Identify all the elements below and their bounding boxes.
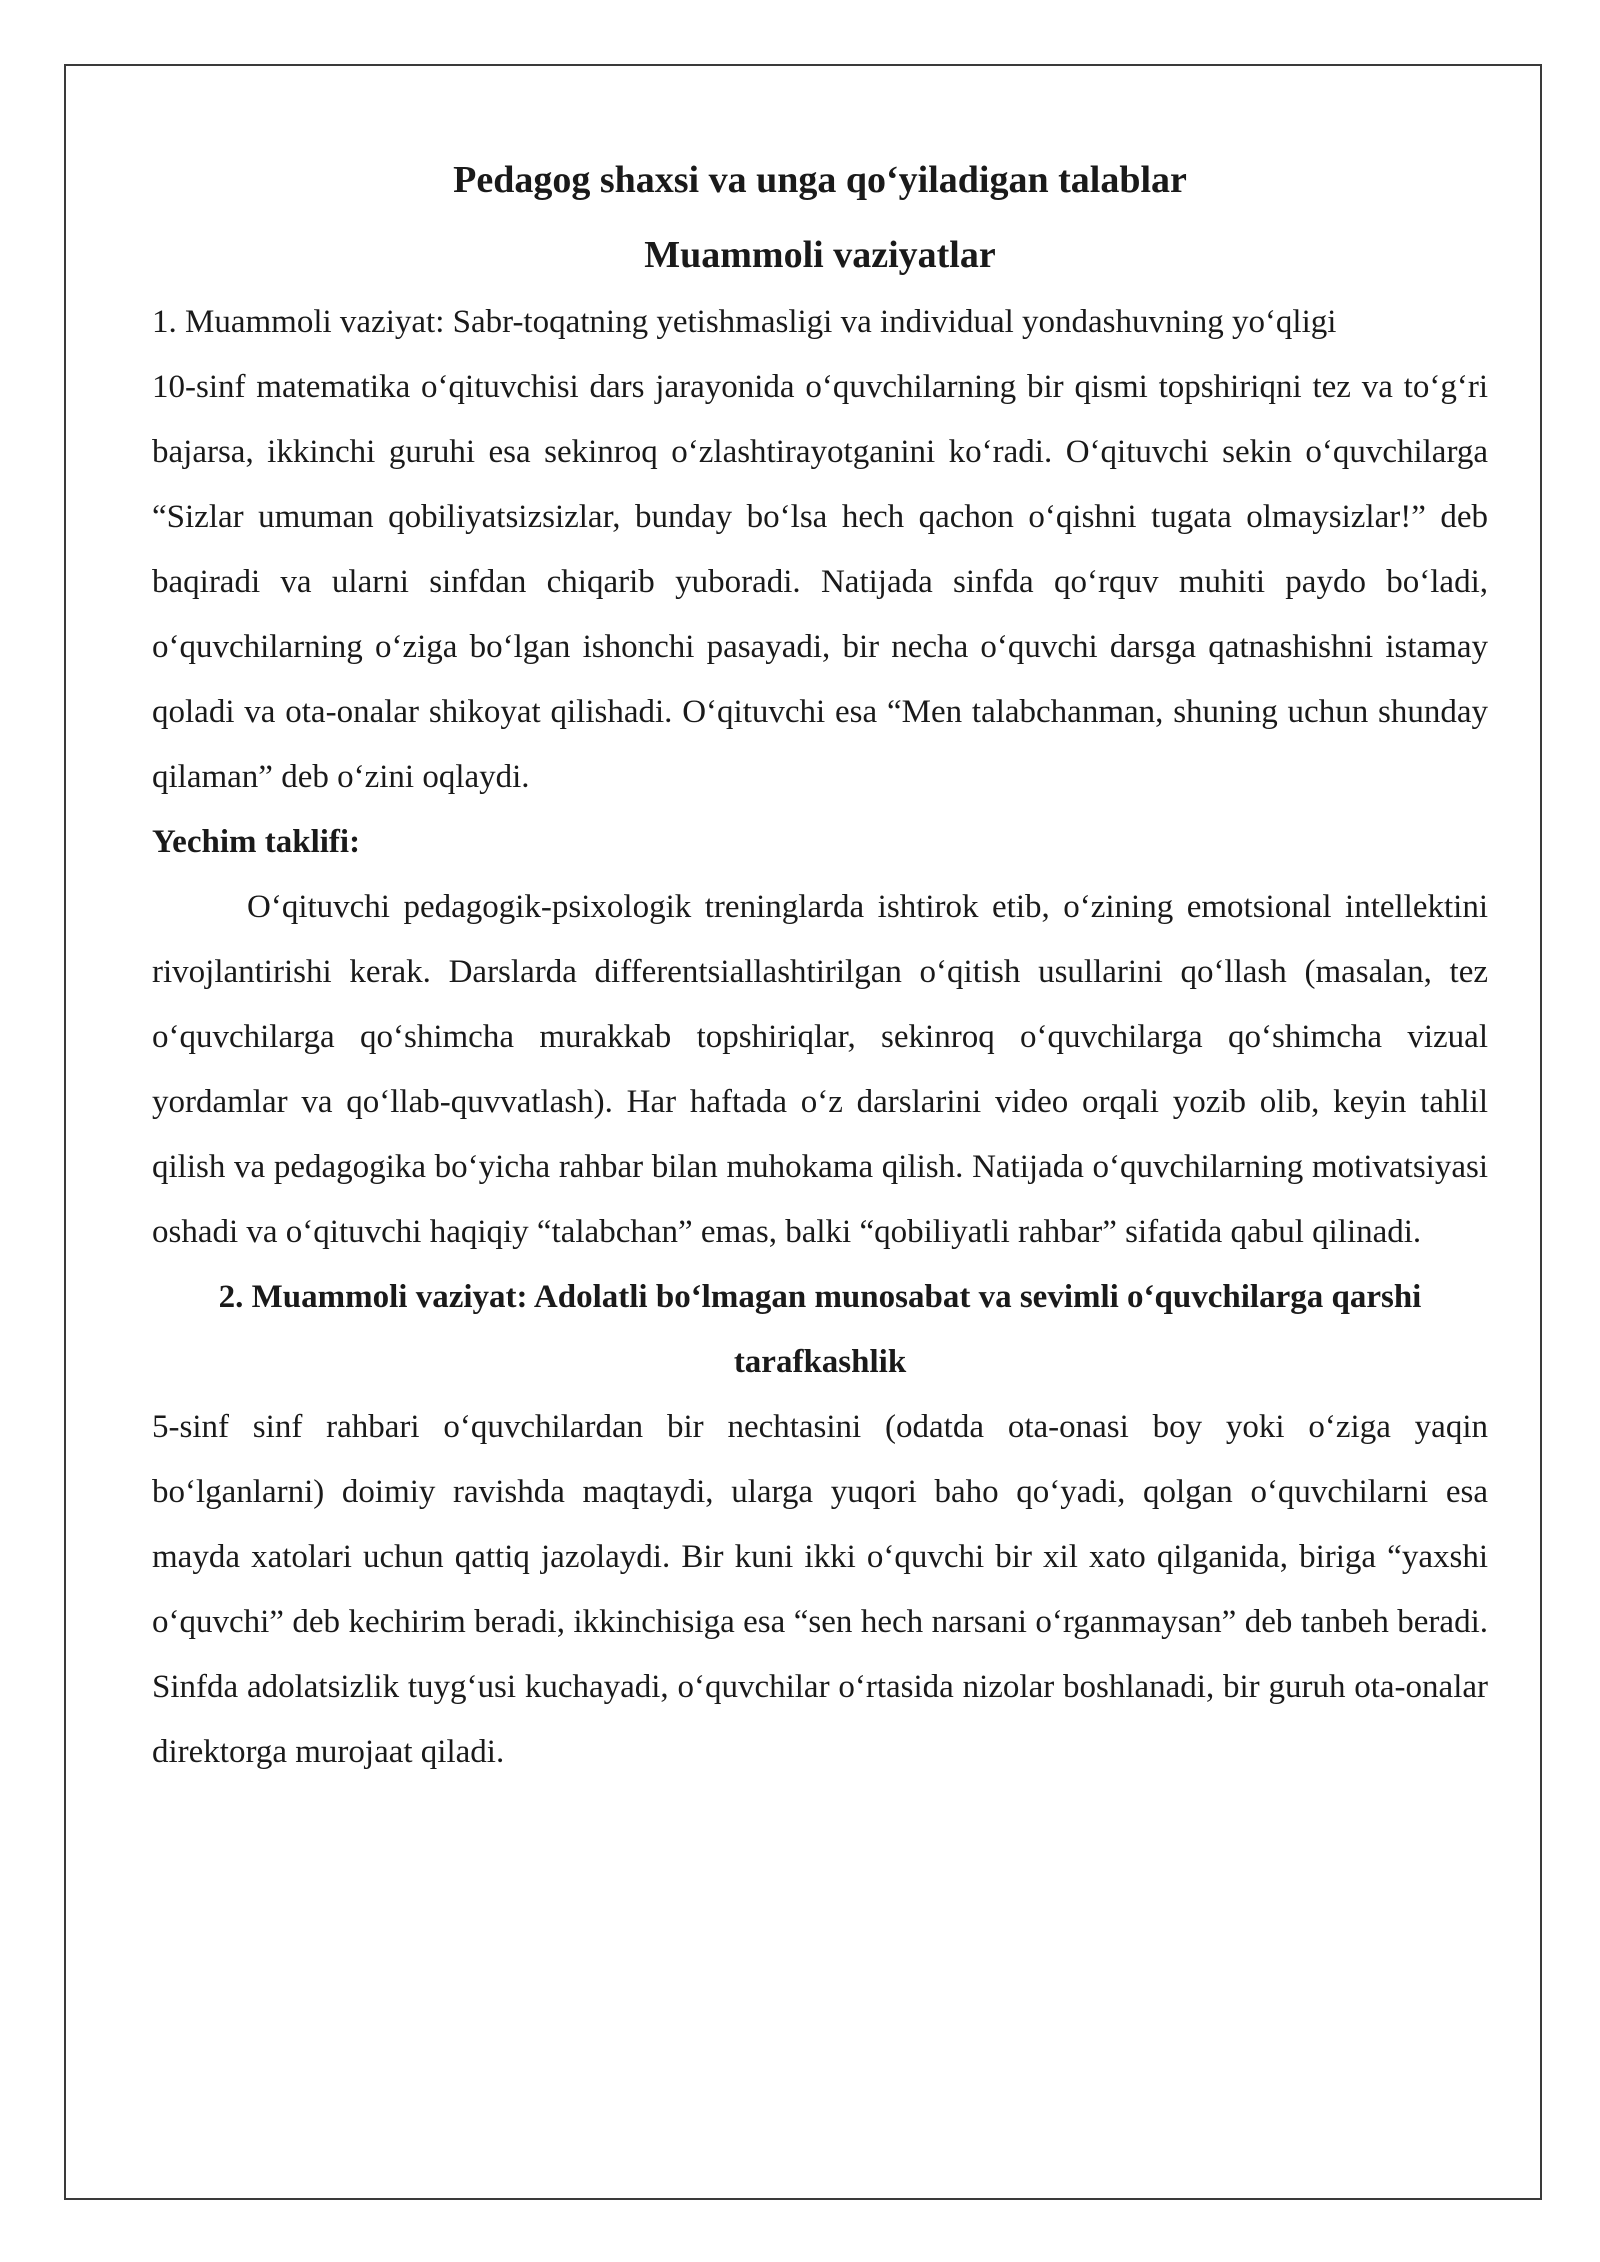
document-content (152, 140, 1488, 1785)
case-1-solution-label: Yechim taklifi: (152, 824, 361, 860)
case-2-heading: 2. Muammoli vaziyat: Adolatli bo‘lmagan munosabat va sevimli o‘quvchilarga qarshi tarafkashlik (218, 1279, 1422, 1380)
case-1-solution-body: O‘qituvchi pedagogik-psixologik treninglarda ishtirok etib, o‘zining emotsional intellektini rivojlantirishi kerak. Darslarda differentsiallashtirilgan o‘qitish usullarini qo‘llash (masalan, tez o‘quvchilarga qo‘shimcha murakkab topshiriqlar, sekinroq o‘quvchilarga qo‘shimcha vizual yordamlar va qo‘llab-quvvatlash). Har haftada o‘z darslarini video orqali yozib olib, keyin tahlil qilish va pedagogika bo‘yicha rahbar bilan muhokama qilish. Natijada o‘quvchilarning motivatsiyasi oshadi va o‘qituvchi haqiqiy “talabchan” emas, balki “qobiliyatli rahbar” sifatida qabul qilinadi. (152, 889, 1488, 1250)
case-1-heading: 1. Muammoli vaziyat: Sabr-toqatning yetishmasligi va individual yondashuvning yo‘qligi (152, 304, 1337, 340)
case-1-body: 10-sinf matematika o‘qituvchisi dars jarayonida o‘quvchilarning bir qismi topshiriqni tez va to‘g‘ri bajarsa, ikkinchi guruhi esa sekinroq o‘zlashtirayotganini ko‘radi. O‘qituvchi sekin o‘quvchilarga “Sizlar umuman qobiliyatsizsizlar, bunday bo‘lsa hech qachon o‘qishni tugata olmaysizlar!” deb baqiradi va ularni sinfdan chiqarib yuboradi. Natijada sinfda qo‘rquv muhiti paydo bo‘ladi, o‘quvchilarning o‘ziga bo‘lgan ishonchi pasayadi, bir necha o‘quvchi darsga qatnashishni istamay qoladi va ota-onalar shikoyat qilishadi. O‘qituvchi esa “Men talabchanman, shuning uchun shunday qilaman” deb o‘zini oqlaydi. (152, 369, 1488, 795)
case-2-body: 5-sinf sinf rahbari o‘quvchilardan bir nechtasini (odatda ota-onasi boy yoki o‘ziga yaqin bo‘lganlarni) doimiy ravishda maqtaydi, ularga yuqori baho qo‘yadi, qolgan o‘quvchilarni esa mayda xatolari uchun qattiq jazolaydi. Bir kuni ikki o‘quvchi bir xil xato qilganida, biriga “yaxshi o‘quvchi” deb kechirim beradi, ikkinchisiga esa “sen hech narsani o‘rganmaysan” deb tanbeh beradi. Sinfda adolatsizlik tuyg‘usi kuchayadi, o‘quvchilar o‘rtasida nizolar boshlanadi, bir guruh ota-onalar direktorga murojaat qiladi. (152, 1409, 1488, 1770)
section-title: Muammoli vaziyatlar (644, 234, 996, 276)
document-title: Pedagog shaxsi va unga qo‘yiladigan talablar (453, 159, 1187, 201)
